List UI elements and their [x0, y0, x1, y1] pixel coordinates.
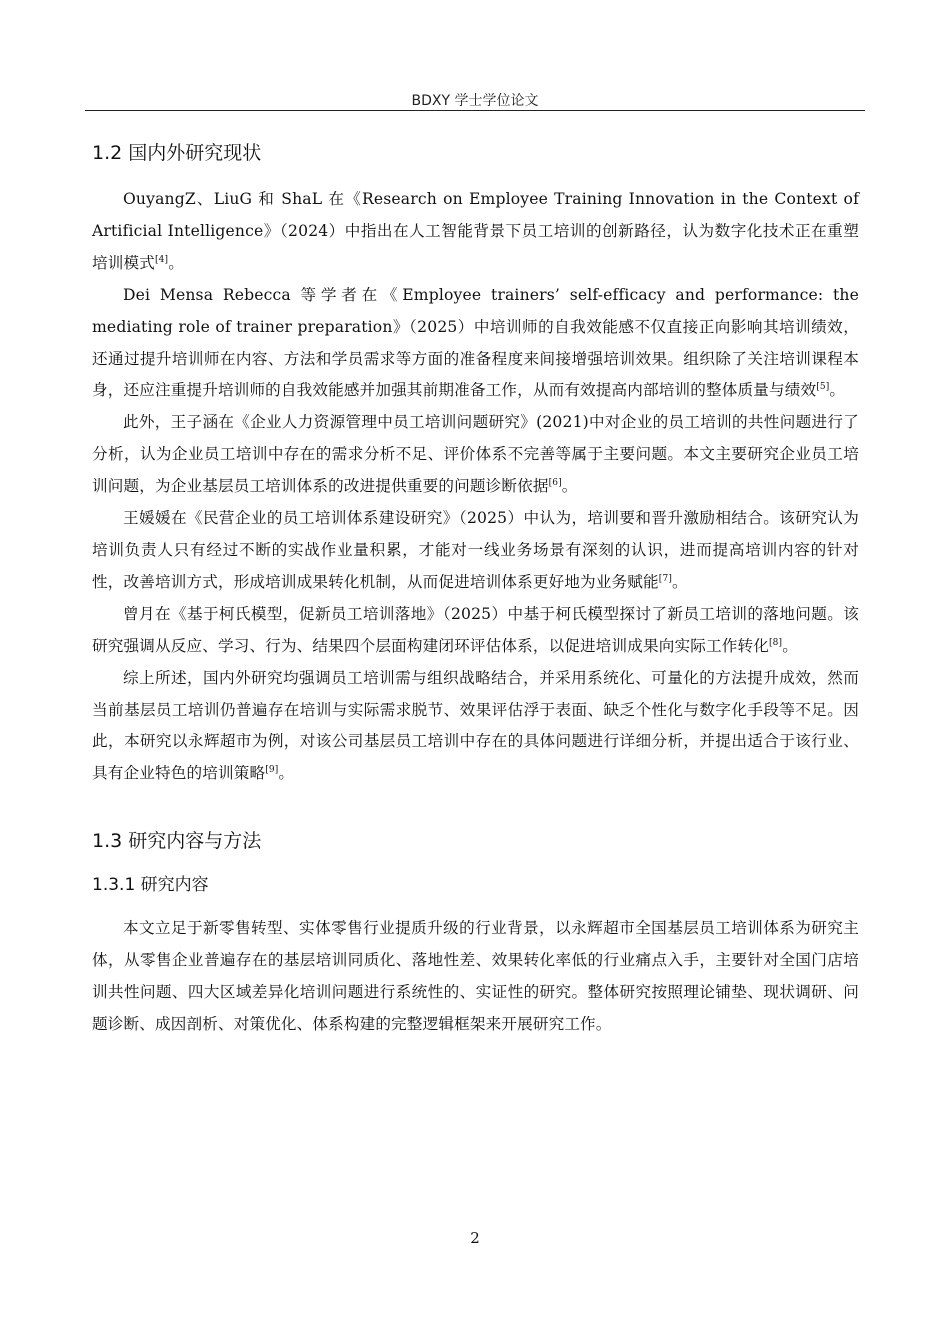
- paragraph-tail: 。: [829, 381, 846, 400]
- paragraph-ouyang: [92, 184, 859, 280]
- paragraph-dei-mensa: [92, 280, 859, 408]
- citation-9: [9]: [265, 765, 279, 776]
- paragraph-tail: 。: [561, 477, 578, 496]
- paragraph-text: 此外，王子涵在《企业人力资源管理中员工培训问题研究》(2021)中对企业的员工培训的共性问题进行了分析，认为企业员工培训中存在的需求分析不足、评价体系不完善等属于主要问题。本文主要研究企业员工培训问题，为企业基层员工培训体系的改进提供重要的问题诊断依据: [92, 413, 859, 496]
- section-heading-1-3: 1.3 研究内容与方法: [92, 830, 262, 853]
- paragraph-tail: 。: [671, 572, 688, 591]
- paragraph-zeng-yue: [92, 599, 859, 663]
- subsection-heading-1-3-1: 1.3.1 研究内容: [92, 875, 209, 896]
- citation-5: [5]: [816, 382, 830, 393]
- citation-8: [8]: [768, 637, 783, 648]
- body-content: [92, 138, 859, 1041]
- paragraph-tail: 。: [782, 636, 798, 655]
- paragraph-summary: [92, 663, 859, 791]
- running-header: BDXY 学士学位论文: [411, 93, 539, 109]
- paragraph-tail: 。: [278, 764, 295, 783]
- citation-6: [6]: [548, 478, 562, 489]
- paragraph-text: 综上所述，国内外研究均强调员工培训需与组织战略结合，并采用系统化、可量化的方法提升成效，然而当前基层员工培训仍普遍存在培训与实际需求脱节、效果评估浮于表面、缺乏个性化与数字化手段等不足。因此，本研究以永辉超市为例，对该公司基层员工培训中存在的具体问题进行详细分析，并提出适合于该行业、具有企业特色的培训策略: [92, 668, 859, 783]
- paragraph-text: 王媛媛在《民营企业的员工培训体系建设研究》（2025）中认为，培训要和晋升激励相结合。该研究认为培训负责人只有经过不断的实战作业量积累，才能对一线业务场景有深刻的认识，进而提高培训内容的针对性，改善培训方式，形成培训成果转化机制，从而促进培训体系更好地为业务赋能: [92, 509, 859, 591]
- citation-4: [4]: [154, 254, 169, 265]
- section-heading-1-2: 1.2 国内外研究现状: [92, 142, 262, 164]
- paragraph-wang-zihan: [92, 407, 859, 503]
- paragraph-text: 曾月在《基于柯氏模型，促新员工培训落地》（2025）中基于柯氏模型探讨了新员工培训的落地问题。该研究强调从反应、学习、行为、结果四个层面构建闭环评估体系，以促进培训成果向实际工作转化: [92, 604, 859, 655]
- header-rule: [85, 110, 865, 111]
- paragraph-text: Dei Mensa Rebecca 等学者在《Employee trainers’ self-efficacy and performance: the mediating role of trainer preparation》（2025）中培训师的自我效能感不仅直接正向影响其培训绩效，还通过提升培训师在内容、方法和学员需求等方面的准备程度来间接增强培训效果。组织除了关注培训课程本身，还应注重提升培训师的自我效能感并加强其前期准备工作，从而有效提高内部培训的整体质量与绩效: [92, 285, 859, 400]
- paragraph-research-content: 本文立足于新零售转型、实体零售行业提质升级的行业背景，以永辉超市全国基层员工培训体系为研究主体，从零售企业普遍存在的基层培训同质化、落地性差、效果转化率低的行业痛点入手，主要针对全国门店培训共性问题、四大区域差异化培训问题进行系统性的、实证性的研究。整体研究按照理论铺垫、现状调研、问题诊断、成因剖析、对策优化、体系构建的完整逻辑框架来开展研究工作。: [92, 919, 859, 1033]
- paragraph-wang-yuanyuan: [92, 503, 859, 599]
- paragraph-text: OuyangZ、LiuG 和 ShaL 在《Research on Employee Training Innovation in the Context of Artificial Intelligence》（2024）中指出在人工智能背景下员工培训的创新路径，认为数字化技术正在重塑培训模式: [92, 190, 859, 272]
- page-number: 2: [470, 1229, 480, 1247]
- paragraph-tail: 。: [168, 253, 184, 272]
- citation-7: [7]: [658, 573, 672, 584]
